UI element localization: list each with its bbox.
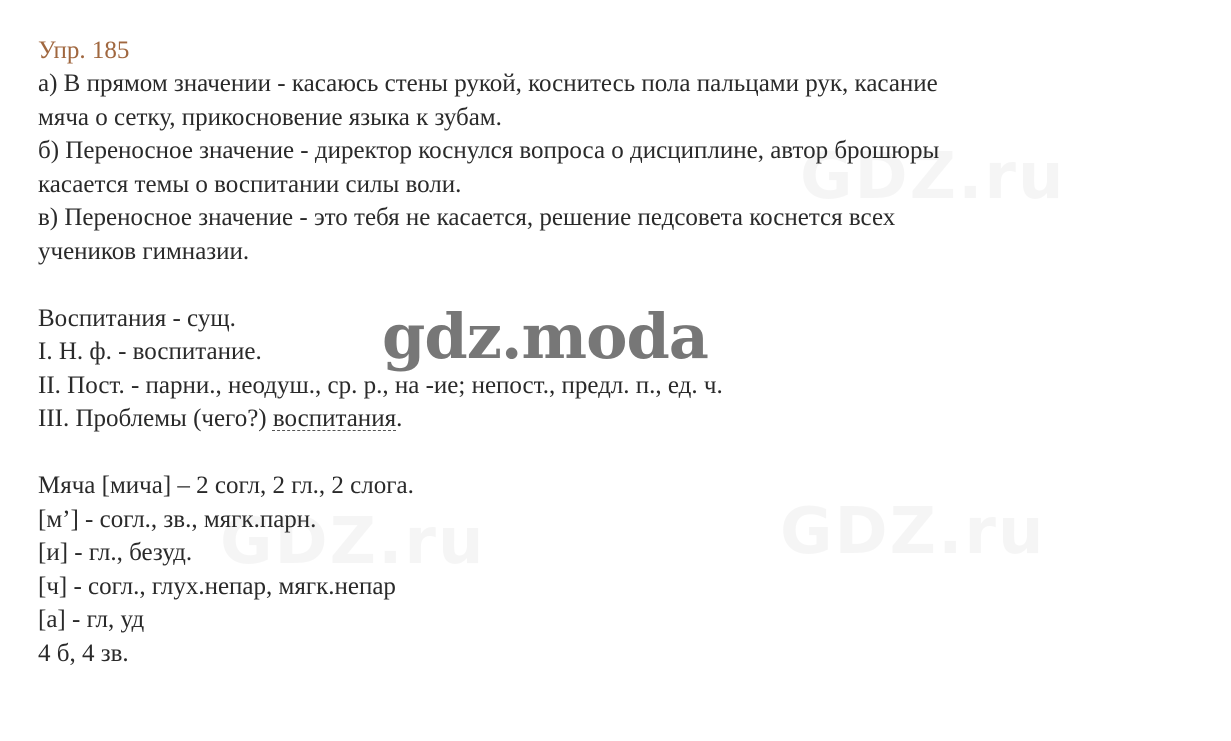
morph-line-1: I. Н. ф. - воспитание. <box>38 338 262 365</box>
sound-m: [м’] - согл., зв., мягк.парн. <box>38 505 317 533</box>
paragraph-a-line2: мяча о сетку, прикосновение языка к зубам. <box>38 103 502 131</box>
sound-a: [а] - гл, уд <box>38 606 145 633</box>
paragraph-v-line2: учеников гимназии. <box>38 237 250 265</box>
morph-line-2: II. Пост. - парни., неодуш., ср. р., на -ие; непост., предл. п., ед. ч. <box>38 371 723 399</box>
underlined-word: воспитания <box>272 405 397 432</box>
morph-line-3-prefix: III. Проблемы (чего?) <box>38 405 273 432</box>
paragraph-v-line1: в) Переносное значение - это тебя не касается, решение педсовета коснется всех <box>38 204 896 231</box>
paragraph-a-line1: а) В прямом значении - касаюсь стены рукой, коснитесь пола пальцами рук, касание <box>38 70 938 97</box>
spacer <box>38 436 1198 470</box>
exercise-content <box>38 34 1198 670</box>
paragraph-b-line2: касается темы о воспитании силы воли. <box>38 170 462 198</box>
sound-i: [и] - гл., безуд. <box>38 539 193 566</box>
morph-line-3 <box>38 402 1198 436</box>
paragraph-b-line1: б) Переносное значение - директор коснулся вопроса о дисциплине, автор брошюры <box>38 137 940 164</box>
exercise-title: Упр. 185 <box>38 37 130 64</box>
phonetic-heading: Мяча [мича] – 2 согл, 2 гл., 2 слога. <box>38 472 414 499</box>
letters-sounds-total: 4 б, 4 зв. <box>38 639 129 667</box>
spacer <box>38 268 1198 302</box>
watermark-logo: gdz.moda <box>382 300 708 373</box>
morph-heading: Воспитания - сущ. <box>38 304 236 332</box>
morph-line-3-suffix: . <box>396 405 403 432</box>
sound-ch: [ч] - согл., глух.непар, мягк.непар <box>38 572 396 600</box>
